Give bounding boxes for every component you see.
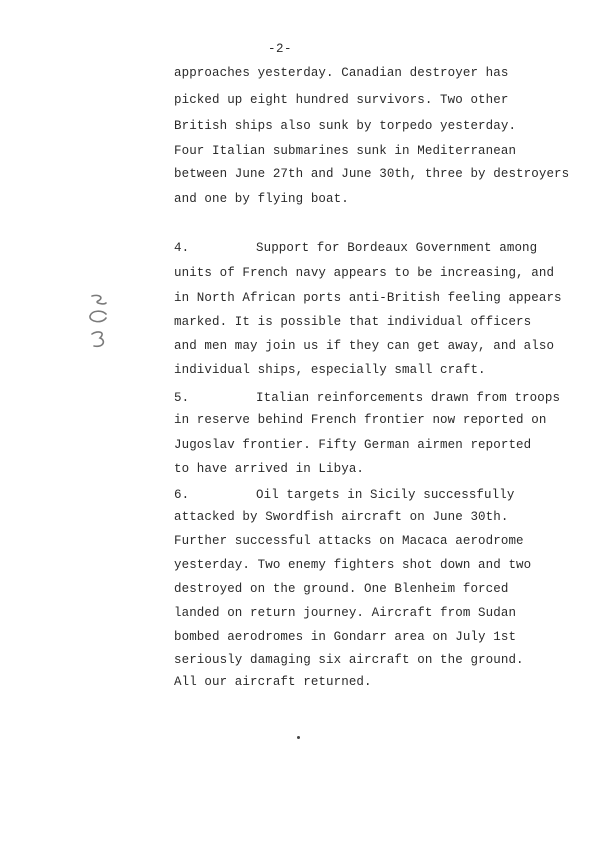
text-line: Italian reinforcements drawn from troops	[256, 391, 561, 405]
text-line: All our aircraft returned.	[174, 675, 372, 689]
paragraph-6	[174, 488, 514, 502]
paragraph-4	[174, 241, 537, 255]
text-line: picked up eight hundred survivors. Two other	[174, 93, 509, 107]
text-line: attacked by Swordfish aircraft on June 30th.	[174, 510, 509, 524]
text-line: seriously damaging six aircraft on the ground.	[174, 653, 524, 667]
text-line: and men may join us if they can get away, and also	[174, 339, 555, 353]
paragraph-number: 4.	[174, 241, 190, 255]
text-line: in North African ports anti-British feeling appears	[174, 291, 562, 305]
paragraph-number: 6.	[174, 488, 190, 502]
page-number: -2-	[268, 42, 293, 56]
text-line: destroyed on the ground. One Blenheim forced	[174, 582, 509, 596]
text-line: bombed aerodromes in Gondarr area on July 1st	[174, 630, 517, 644]
ink-speck	[297, 736, 300, 739]
text-line: Oil targets in Sicily successfully	[256, 488, 515, 502]
text-line: Four Italian submarines sunk in Mediterranean	[174, 144, 517, 158]
paragraph-5	[174, 391, 560, 405]
text-line: and one by flying boat.	[174, 192, 349, 206]
text-line: Jugoslav frontier. Fifty German airmen reported	[174, 438, 532, 452]
text-line: Further successful attacks on Macaca aerodrome	[174, 534, 524, 548]
text-line: in reserve behind French frontier now reported on	[174, 413, 547, 427]
text-line: units of French navy appears to be increasing, and	[174, 266, 555, 280]
text-line: landed on return journey. Aircraft from Sudan	[174, 606, 517, 620]
text-line: Support for Bordeaux Government among	[256, 241, 538, 255]
text-line: individual ships, especially small craft.	[174, 363, 486, 377]
paragraph-number: 5.	[174, 391, 190, 405]
handwritten-folio-number	[84, 292, 114, 352]
text-line: between June 27th and June 30th, three by destroyers	[174, 167, 570, 181]
text-line: British ships also sunk by torpedo yesterday.	[174, 119, 517, 133]
text-line: to have arrived in Libya.	[174, 462, 365, 476]
text-line: approaches yesterday. Canadian destroyer has	[174, 66, 509, 80]
text-line: marked. It is possible that individual officers	[174, 315, 532, 329]
text-line: yesterday. Two enemy fighters shot down and two	[174, 558, 532, 572]
